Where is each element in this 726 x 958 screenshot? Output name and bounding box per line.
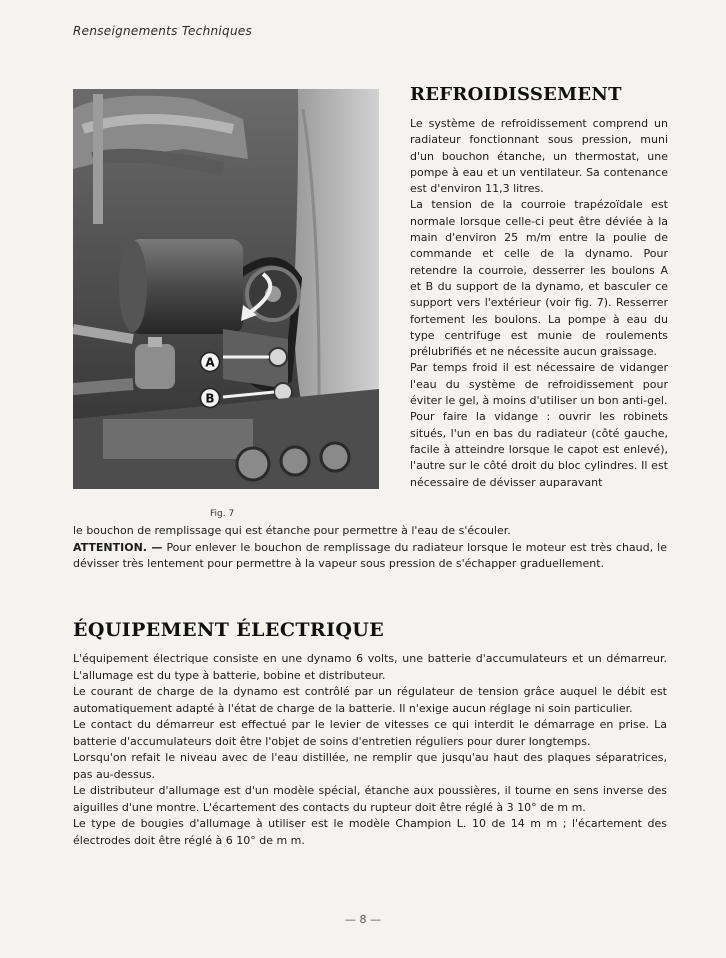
running-head: Renseignements Techniques [73,24,253,38]
electrical-paragraph: Lorsqu'on refait le niveau avec de l'eau distillée, ne remplir que jusqu'au haut des plaques séparatrices, pas au-dessus. [73,751,667,781]
electrical-title: ÉQUIPEMENT ÉLECTRIQUE [73,619,385,641]
marker-a-label: A [205,355,215,370]
engine-photo-drawing [73,89,379,489]
electrical-paragraph: L'équipement électrique consiste en une dynamo 6 volts, une batterie d'accumulateurs et un démarreur. L'allumage est du type à batterie, bobine et distributeur. [73,652,667,682]
attention-text: Pour enlever le bouchon de remplissage du radiateur lorsque le moteur est très chaud, le dévisser très lentement pour permettre à la vapeur sous pression de s'échapper graduellement. [73,540,667,570]
electrical-paragraph: Le distributeur d'allumage est d'un modèle spécial, étanche aux poussières, il tourne en sens inverse des aiguilles d'une montre. L'écartement des contacts du rupteur doit être réglé à 3 10° de m m. [73,784,667,814]
cooling-paragraph: La tension de la courroie trapézoïdale est normale lorsque celle-ci peut être déviée à la main d'environ 25 m/m entre la poulie de commande et celle de la dynamo. Pour retendre la courroie, desserrer les boulons A et B du support de la dynamo, et basculer ce support vers l'extérieur (voir fig. 7). Resserrer fortement les boulons. La pompe à eau du type centrifuge est munie de roulements prélubrifiés et ne nécessite aucun graissage. [410,198,668,359]
cooling-paragraph: Le système de refroidissement comprend un radiateur fonctionnant sous pression, muni d'un bouchon étanche, un thermostat, une pompe à eau et un ventilateur. Sa contenance est d'environ 11,3 litres. [410,117,668,196]
marker-b-label: B [205,391,215,406]
cooling-continuation-block [73,523,667,573]
cooling-title: REFROIDISSEMENT [410,84,622,105]
cooling-paragraph: Pour faire la vidange : ouvrir les robinets situés, l'un en bas du radiateur (côté gauche, facile à atteindre lorsque le capot est enlevé), l'autre sur le côté droit du bloc cylindres. Il est nécessaire de dévisser auparavant [410,410,668,489]
marker-b-icon [199,387,221,409]
electrical-paragraph: Le type de bougies d'allumage à utiliser est le modèle Champion L. 10 de 14 m m ; l'écartement des électrodes doit être réglé à 6 10° de m m. [73,817,667,847]
cooling-column [410,116,668,491]
attention-label: ATTENTION. — [73,540,163,554]
cooling-continuation: le bouchon de remplissage qui est étanche pour permettre à l'eau de s'écouler. [73,524,511,537]
attention-note [73,540,667,573]
electrical-paragraph: Le courant de charge de la dynamo est contrôlé par un régulateur de tension grâce auquel le débit est automatiquement adapté à l'état de charge de la batterie. Il n'exige aucun réglage ni soin particulier. [73,685,667,715]
cooling-paragraph: Par temps froid il est nécessaire de vidanger l'eau du système de refroidissement pour éviter le gel, à moins d'utiliser un bon anti-gel. [410,361,668,408]
electrical-paragraph: Le contact du démarreur est effectué par le levier de vitesses ce qui interdit le démarrage en prise. La batterie d'accumulateurs doit être l'objet de soins d'entretien réguliers pour durer longtemps. [73,718,667,748]
engine-photo [73,89,379,489]
marker-a-icon [199,351,221,373]
electrical-body [73,651,667,849]
figure-caption: Fig. 7 [210,509,235,519]
page-number: — 8 — [345,913,381,926]
